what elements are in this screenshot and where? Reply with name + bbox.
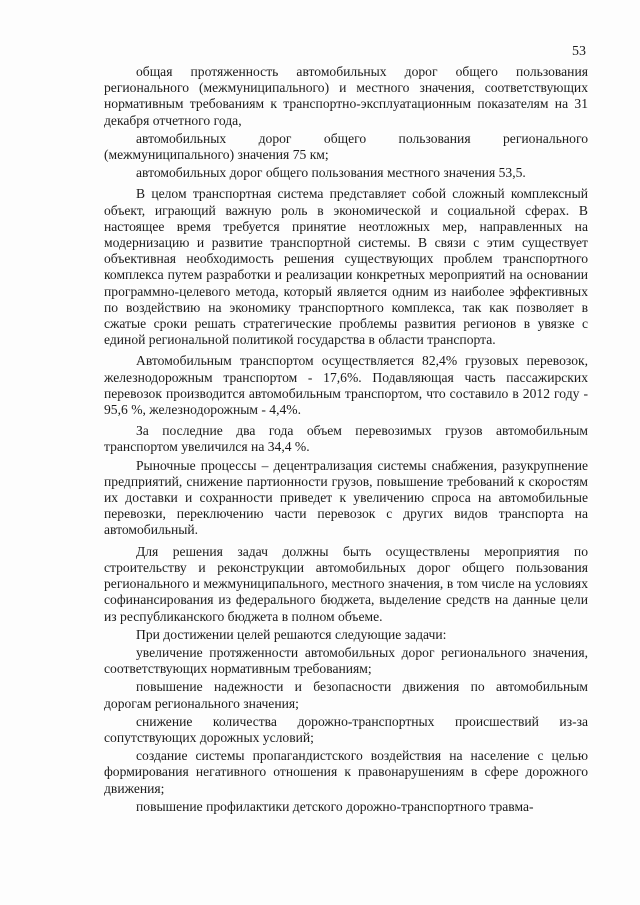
paragraph: В целом транспортная система представляет собой сложный комплексный объект, играющий важную роль в экономической и социальной сферах. В настоящее время требуется принятие неотложных мер, направленных на модернизацию и развитие транспортной системы. В связи с этим существует объективная необходимость решения существующих проблем транспортного комплекса путем разработки и реализации конкретных мероприятий на основании программно-целевого метода, который является одним из наиболее эффективных по воздействию на экономику транспортного комплекса, так как позволяет в сжатые сроки решать стратегические проблемы развития регионов в увязке с единой региональной политикой государства в области транспорта.: [104, 186, 588, 348]
paragraph: За последние два года объем перевозимых грузов автомобильным транспортом увеличился на 34,4 %.: [104, 423, 588, 455]
paragraph: общая протяженность автомобильных дорог общего пользования регионального (межмуниципального) и местного значения, соответствующих нормативным требованиям к транспортно-эксплуатационным показателям на 31 декабря отчетного года,: [104, 64, 588, 128]
page-number: 53: [572, 44, 586, 59]
paragraph: увеличение протяженности автомобильных дорог регионального значения, соответствующих нормативным требованиям;: [104, 644, 588, 677]
paragraph: Автомобильным транспортом осуществляется 82,4% грузовых перевозок, железнодорожным транспортом - 17,6%. Подавляющая часть пассажирских перевозок производится автомобильным транспортом, что составило в 2012 году - 95,6 %, железнодорожным - 4,4%.: [104, 353, 588, 418]
paragraph: снижение количества дорожно-транспортных происшествий из-за сопутствующих дорожных условий;: [104, 713, 588, 745]
paragraph: повышение надежности и безопасности движения по автомобильным дорогам регионального значения;: [104, 679, 588, 711]
paragraph: Рыночные процессы – децентрализация системы снабжения, разукрупнение предприятий, снижение партионности грузов, повышение требований к скоростям их доставки и сохранности приведет к увеличению спроса на автомобильные перевозки, переключению части перевозок с других видов транспорта на автомобильный.: [104, 457, 588, 538]
paragraph: автомобильных дорог общего пользования местного значения 53,5.: [136, 165, 526, 181]
paragraph: автомобильных дорог общего пользования регионального (межмуниципального) значения 75 км;: [104, 130, 588, 163]
paragraph: При достижении целей решаются следующие задачи:: [136, 626, 447, 642]
paragraph: создание системы пропагандистского воздействия на население с целью формирования негативного отношения к правонарушениям в сфере дорожного движения;: [104, 748, 588, 796]
paragraph: Для решения задач должны быть осуществлены мероприятия по строительству и реконструкции автомобильных дорог общего пользования регионального и межмуниципального, местного значения, в том числе на условиях софинансирования из федерального бюджета, выделение средств на данные цели из республиканского бюджета в полном объеме.: [104, 543, 588, 624]
paragraph: повышение профилактики детского дорожно-транспортного травма-: [136, 798, 534, 814]
document-body: [104, 64, 588, 817]
